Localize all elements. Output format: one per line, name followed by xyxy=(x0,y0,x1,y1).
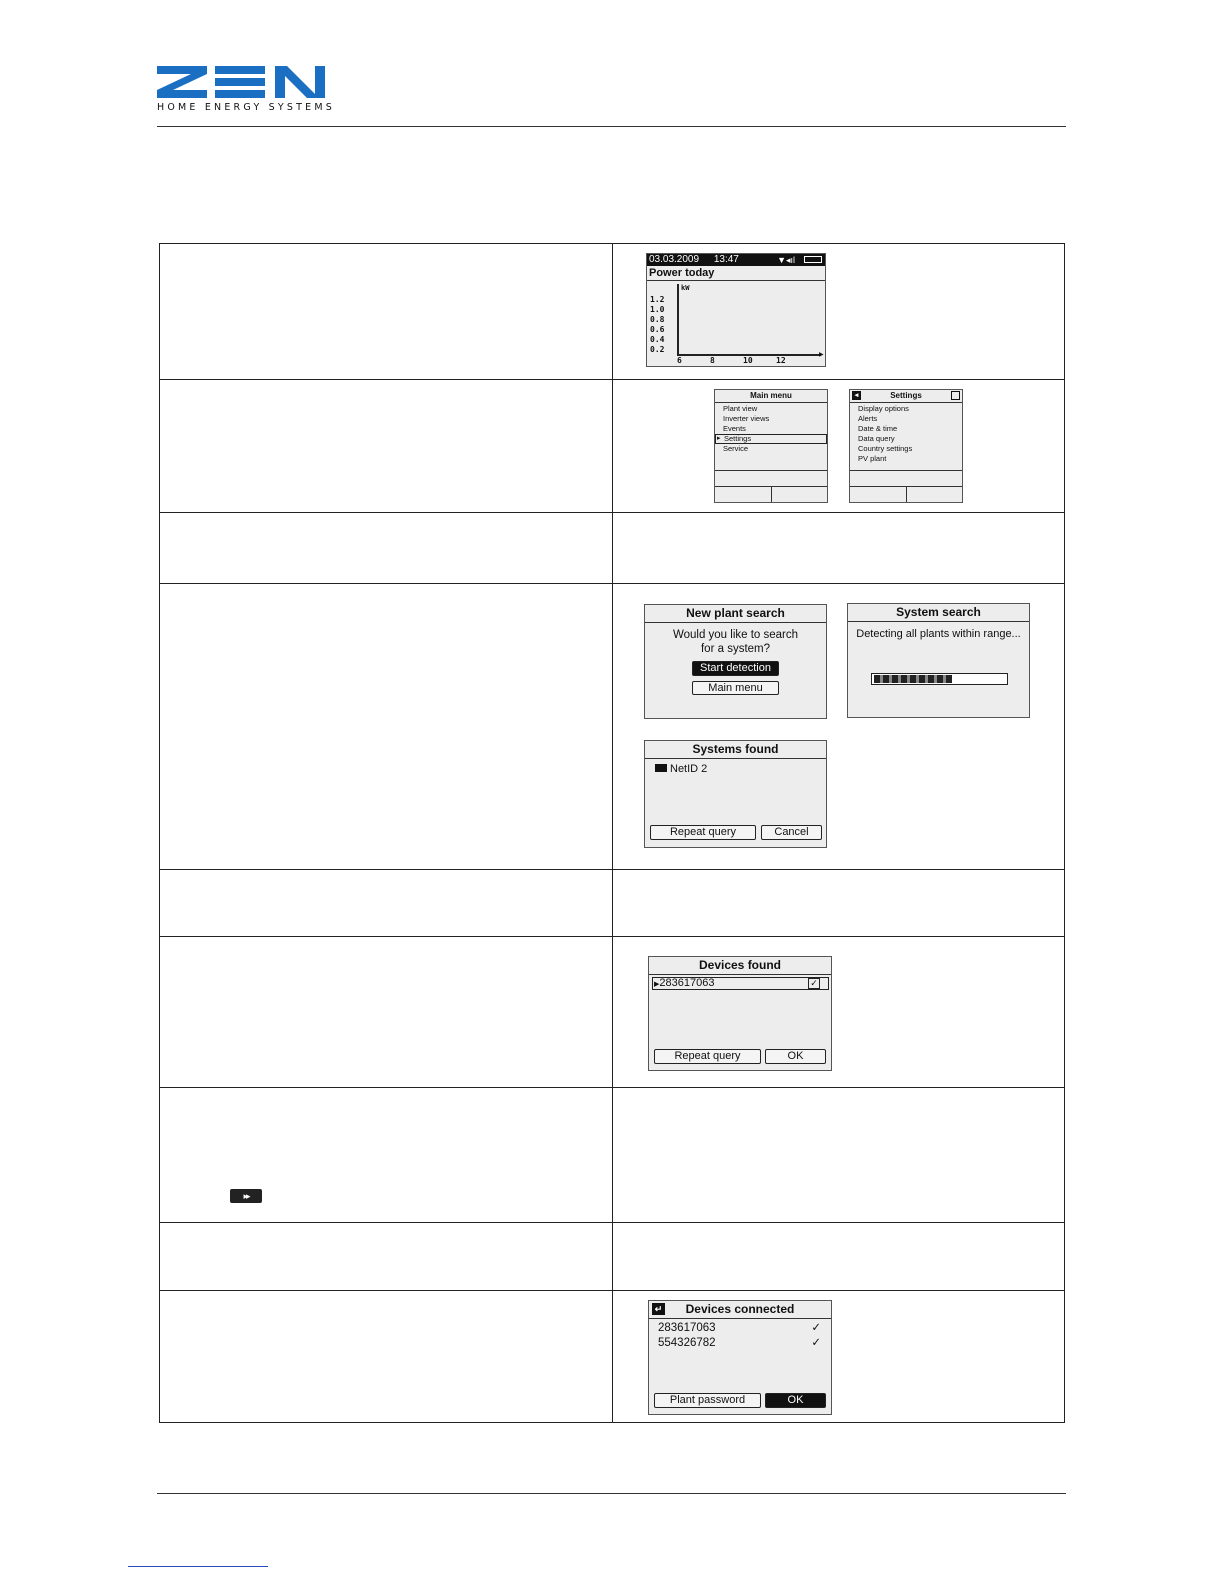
status-bar xyxy=(647,254,825,266)
settings-list xyxy=(850,403,962,464)
step-image-cell xyxy=(613,380,1065,513)
status-date: 03.03.2009 xyxy=(649,254,700,265)
main-menu-list xyxy=(715,403,827,454)
system-search-screen xyxy=(847,603,1030,718)
progress-fill xyxy=(874,675,952,683)
softkey-divider xyxy=(715,470,827,471)
menu-item[interactable]: Alerts xyxy=(858,414,878,423)
fast-forward-icon: ▸▸ xyxy=(230,1189,262,1203)
check-icon: ✓ xyxy=(811,1322,821,1334)
axis-unit: kW xyxy=(681,284,690,292)
settings-screen xyxy=(849,389,963,503)
x-tick-label: 10 xyxy=(743,356,753,365)
step-description-cell xyxy=(160,1223,613,1291)
x-axis-arrow-icon: ▶ xyxy=(819,352,824,358)
screen-title: Power today xyxy=(647,266,825,281)
device-serial: 554326782 xyxy=(658,1337,716,1349)
y-tick-label: 1.2 xyxy=(650,295,665,304)
screen-title: Settings xyxy=(890,391,922,400)
step-description-cell xyxy=(160,1291,613,1423)
table-row xyxy=(160,584,1065,870)
main-menu-screen xyxy=(714,389,828,503)
plant-password-button[interactable]: Plant password xyxy=(654,1393,761,1408)
question-line: Would you like to search xyxy=(672,629,799,641)
search-message: Detecting all plants within range... xyxy=(856,628,1021,640)
checkbox-checked-icon[interactable]: ✓ xyxy=(808,978,820,989)
systems-found-screen xyxy=(644,740,827,848)
new-plant-search-screen xyxy=(644,604,827,719)
repeat-query-button[interactable]: Repeat query xyxy=(650,825,756,840)
home-icon[interactable] xyxy=(951,391,960,400)
softkey-separator xyxy=(906,486,907,503)
table-row xyxy=(160,937,1065,1088)
header-rule xyxy=(157,126,1066,127)
step-image-cell xyxy=(613,937,1065,1088)
status-time: 13:47 xyxy=(713,254,739,265)
repeat-query-button[interactable]: Repeat query xyxy=(654,1049,761,1064)
system-netid: NetID 2 xyxy=(670,763,708,775)
footer-rule xyxy=(157,1493,1066,1494)
table-row xyxy=(160,1223,1065,1291)
cursor-arrow-icon: ▶ xyxy=(654,981,660,988)
question-line: for a system? xyxy=(700,643,771,655)
y-tick-label: 0.8 xyxy=(650,315,665,324)
y-tick-label: 0.6 xyxy=(650,325,665,334)
menu-item[interactable]: PV plant xyxy=(858,454,887,463)
x-tick-label: 6 xyxy=(677,356,682,365)
step-description-cell xyxy=(160,244,613,380)
screen-title: Devices found xyxy=(649,957,831,975)
cursor-arrow-icon: ▸ xyxy=(717,435,721,442)
menu-item[interactable]: Plant view xyxy=(723,404,758,413)
table-row xyxy=(160,1291,1065,1423)
menu-item[interactable]: Inverter views xyxy=(723,414,770,423)
battery-icon xyxy=(804,256,822,263)
y-tick-label: 0.2 xyxy=(650,345,665,354)
step-description-cell xyxy=(160,1088,613,1223)
screen-title-bar xyxy=(649,1301,831,1319)
y-tick-label: 0.4 xyxy=(650,335,665,344)
list-item[interactable] xyxy=(645,759,826,775)
list-item xyxy=(658,1321,821,1336)
menu-item[interactable]: Service xyxy=(723,444,749,453)
search-question xyxy=(645,628,826,656)
main-menu-button[interactable]: Main menu xyxy=(692,681,779,695)
device-serial: 283617063 xyxy=(659,977,715,989)
softkey-divider xyxy=(850,470,962,471)
x-tick-label: 8 xyxy=(710,356,715,365)
list-item-selected[interactable] xyxy=(652,977,829,990)
screen-title: Main menu xyxy=(715,390,827,403)
y-tick-label: 1.0 xyxy=(650,305,665,314)
connected-device-list xyxy=(649,1319,831,1351)
x-tick-label: 12 xyxy=(776,356,786,365)
step-image-cell xyxy=(613,584,1065,870)
zen-wordmark-graphic xyxy=(157,66,329,98)
screen-title: New plant search xyxy=(645,605,826,623)
step-image-cell xyxy=(613,513,1065,584)
check-icon: ✓ xyxy=(811,1337,821,1349)
start-detection-button[interactable]: Start detection xyxy=(692,661,779,676)
menu-item[interactable]: Events xyxy=(723,424,746,433)
menu-item[interactable]: Country settings xyxy=(858,444,913,453)
menu-item[interactable]: Settings ▸ xyxy=(715,434,827,444)
plant-icon xyxy=(655,764,667,772)
table-row xyxy=(160,513,1065,584)
zen-logo xyxy=(157,66,335,116)
device-serial: 283617063 xyxy=(658,1322,716,1334)
list-item xyxy=(658,1336,821,1351)
table-row xyxy=(160,870,1065,937)
devices-connected-screen xyxy=(648,1300,832,1415)
table-row xyxy=(160,244,1065,380)
signal-icon: ▼◂ıl xyxy=(777,255,795,265)
instruction-table xyxy=(159,243,1065,1423)
table-row xyxy=(160,380,1065,513)
logo-tagline: HOME ENERGY SYSTEMS xyxy=(157,102,335,113)
footer-link-line xyxy=(128,1566,268,1567)
screen-title: System search xyxy=(848,604,1029,622)
step-image-cell xyxy=(613,1291,1065,1423)
menu-item[interactable]: Date & time xyxy=(858,424,898,433)
cancel-button[interactable]: Cancel xyxy=(761,825,822,840)
step-description-cell xyxy=(160,380,613,513)
step-image-cell xyxy=(613,244,1065,380)
step-description-cell xyxy=(160,870,613,937)
zen-logo-mark xyxy=(157,66,329,98)
step-description-cell xyxy=(160,513,613,584)
menu-item[interactable]: Display options xyxy=(858,404,909,413)
softkey-separator xyxy=(771,486,772,503)
step-description-cell xyxy=(160,937,613,1088)
step-image-cell xyxy=(613,1223,1065,1291)
step-image-cell xyxy=(613,1088,1065,1223)
screen-title-bar xyxy=(850,390,962,403)
screen-title: Devices connected xyxy=(685,1302,795,1316)
screen-title: Systems found xyxy=(645,741,826,759)
search-progress-bar xyxy=(871,673,1008,685)
power-today-screen xyxy=(646,253,826,367)
step-image-cell xyxy=(613,870,1065,937)
ok-button[interactable]: OK xyxy=(765,1393,826,1408)
devices-found-screen xyxy=(648,956,832,1071)
step-description-cell xyxy=(160,584,613,870)
menu-item[interactable]: Data query xyxy=(858,434,895,443)
table-row xyxy=(160,1088,1065,1223)
back-icon[interactable]: ◂ xyxy=(852,391,861,400)
y-axis xyxy=(677,284,679,354)
back-icon[interactable]: ↵ xyxy=(652,1303,665,1315)
ok-button[interactable]: OK xyxy=(765,1049,826,1064)
